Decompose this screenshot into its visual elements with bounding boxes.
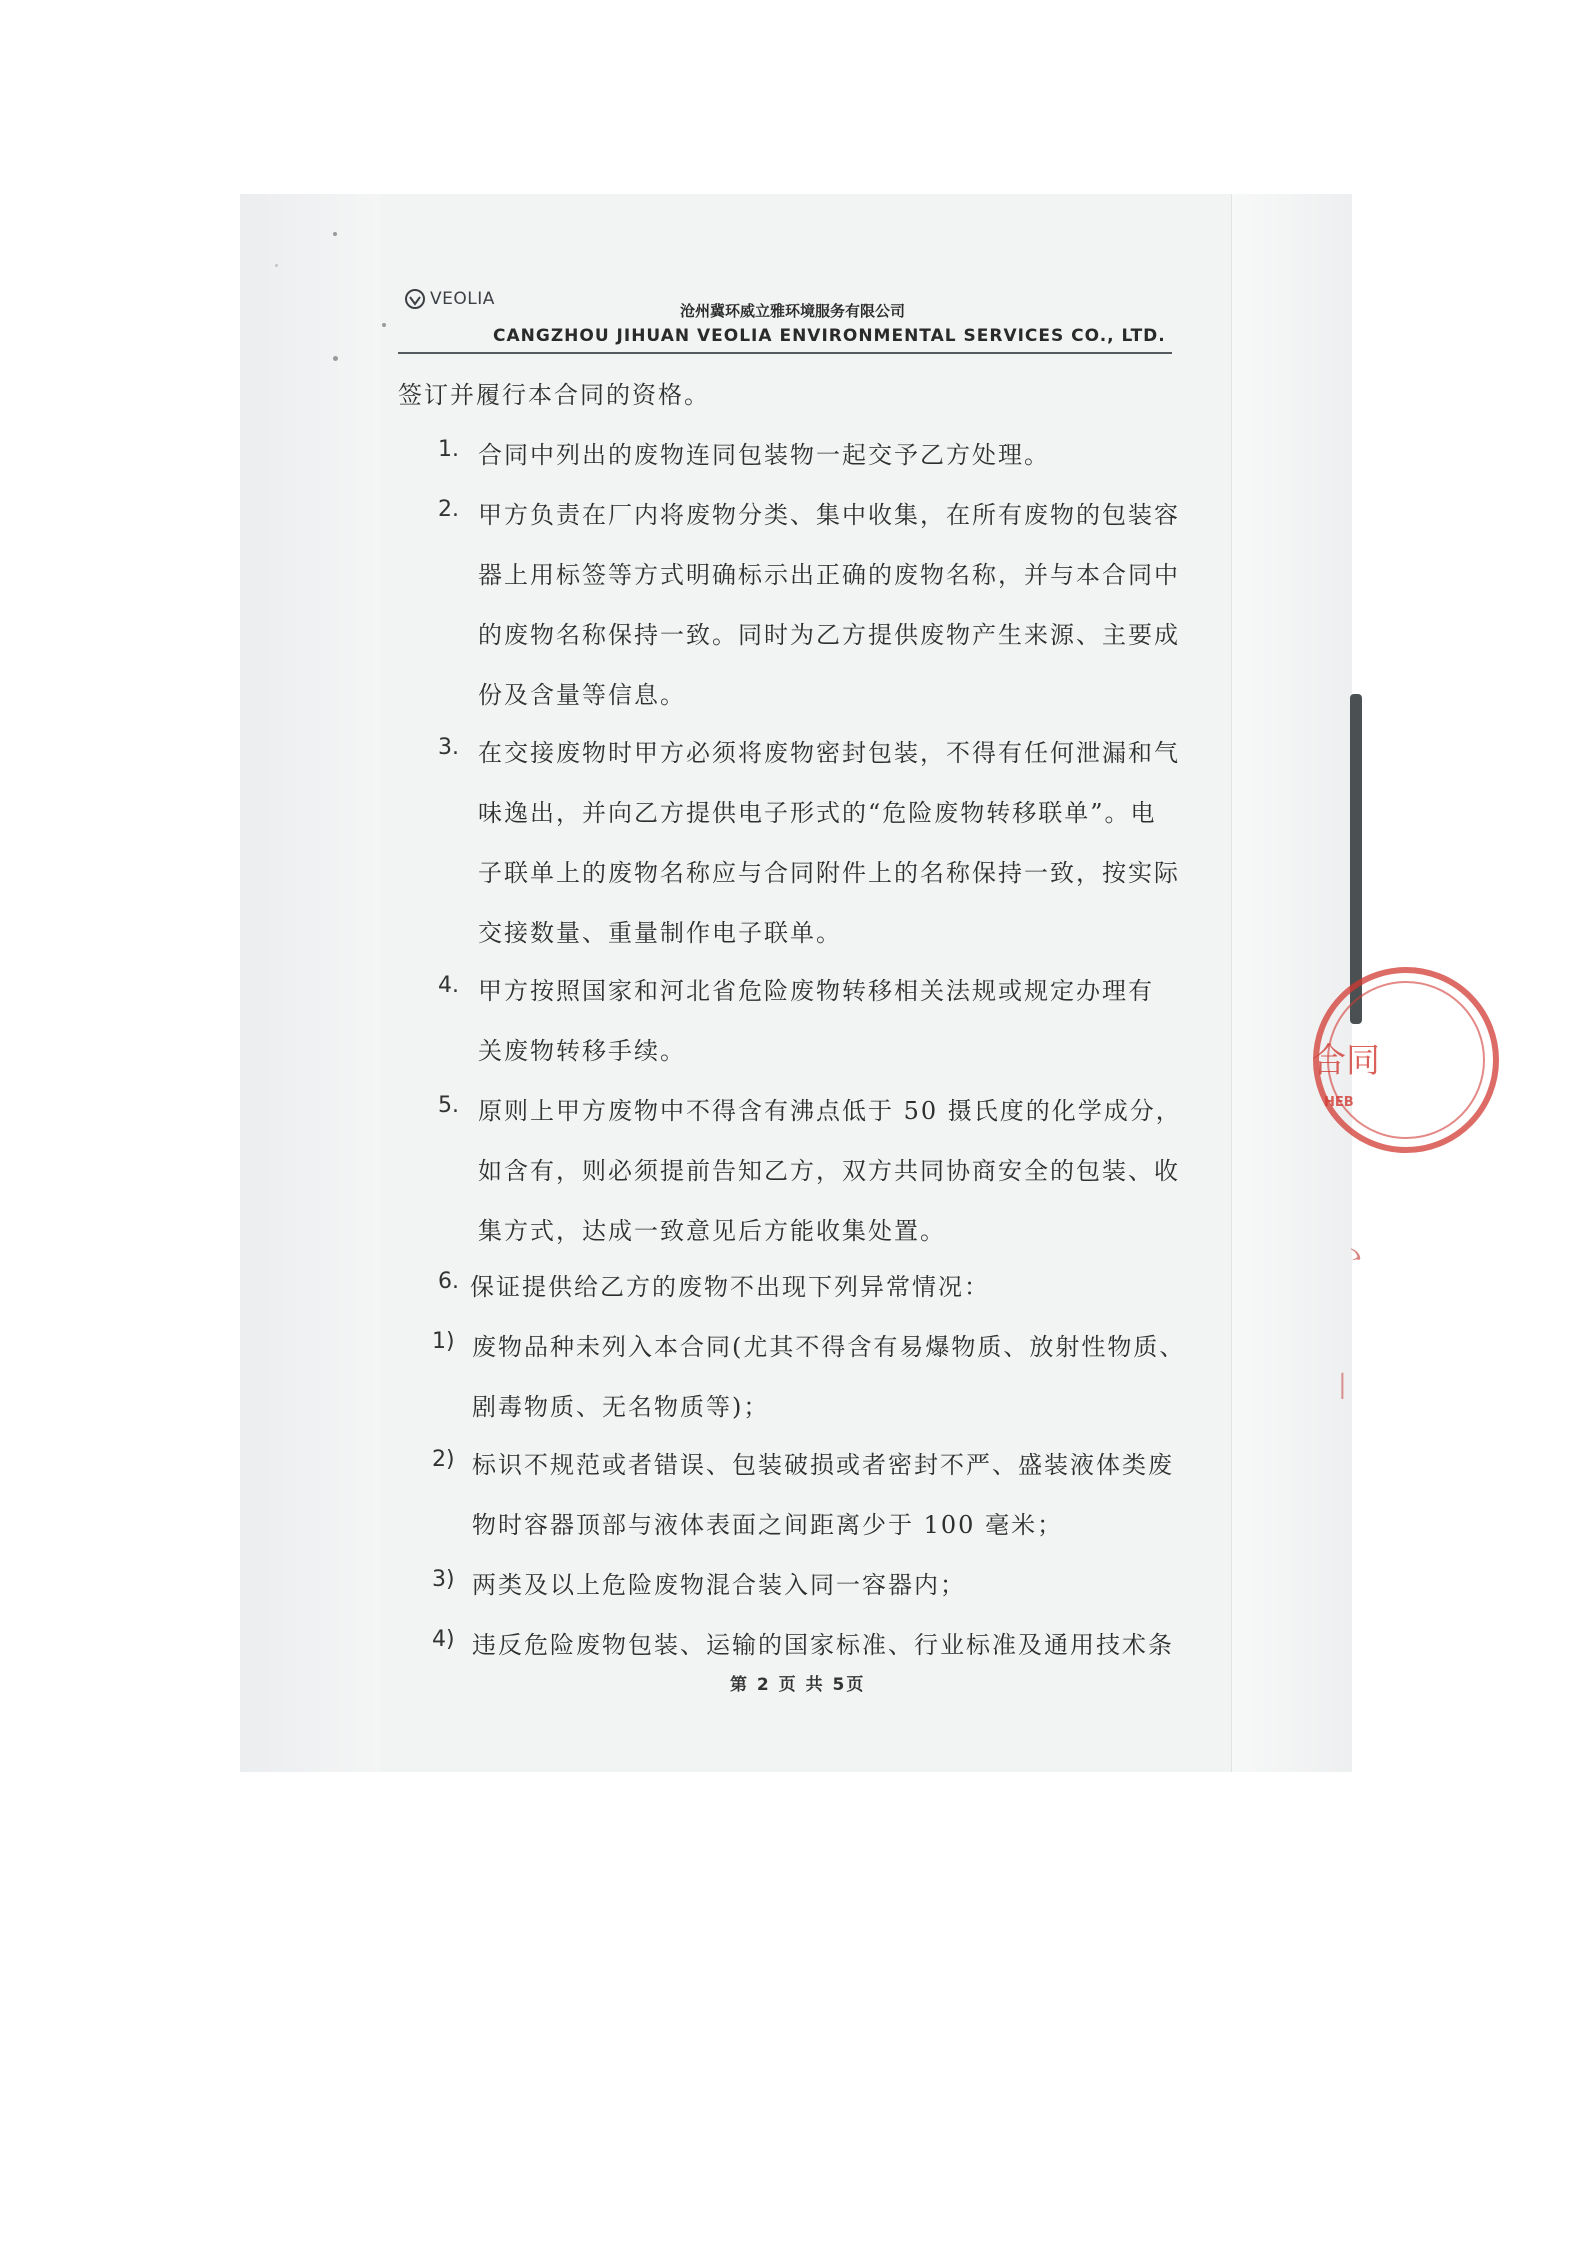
subitem-number: 4): [432, 1627, 455, 1652]
item-line: 如含有，则必须提前告知乙方，双方共同协商安全的包装、收: [478, 1157, 1180, 1185]
scan-speck: [382, 323, 386, 327]
item-number: 1.: [438, 437, 459, 462]
scan-speck: [275, 264, 278, 267]
company-name-english: CANGZHOU JIHUAN VEOLIA ENVIRONMENTAL SERVICES CO., LTD.: [493, 326, 1166, 346]
subitem-number: 2): [432, 1447, 455, 1472]
stamp-mark: |: [1338, 1370, 1347, 1400]
item-line: 合同中列出的废物连同包装物一起交予乙方处理。: [478, 441, 1050, 469]
item-number: 5.: [438, 1093, 459, 1118]
veolia-logo-icon: [404, 288, 426, 310]
svg-text:HEB: HEB: [1324, 1095, 1354, 1110]
subitem-number: 1): [432, 1329, 455, 1354]
item-line: 原则上甲方废物中不得含有沸点低于 50 摄氏度的化学成分，: [478, 1097, 1182, 1125]
item-line: 器上用标签等方式明确标示出正确的废物名称，并与本合同中: [478, 561, 1180, 589]
item-line: 集方式，达成一致意见后方能收集处置。: [478, 1217, 946, 1245]
item-line: 的废物名称保持一致。同时为乙方提供废物产生来源、主要成: [478, 621, 1180, 649]
intro-line: 签订并履行本合同的资格。: [398, 381, 710, 409]
subitem-line: 违反危险废物包装、运输的国家标准、行业标准及通用技术条: [472, 1631, 1174, 1659]
item-line: 保证提供给乙方的废物不出现下列异常情况：: [470, 1273, 990, 1301]
veolia-logo: [404, 288, 495, 310]
subitem-number: 3): [432, 1567, 455, 1592]
stamp-mark: ゝ: [1340, 1238, 1370, 1273]
item-number: 4.: [438, 973, 459, 998]
item-line: 交接数量、重量制作电子联单。: [478, 919, 842, 947]
scan-speck: [333, 356, 338, 361]
item-line: 味逸出，并向乙方提供电子形式的“危险废物转移联单”。电: [478, 799, 1157, 827]
sheet-left-fold: [240, 194, 380, 1772]
scan-speck: [333, 232, 337, 236]
item-number: 3.: [438, 735, 459, 760]
company-name-chinese: 沧州冀环威立雅环境服务有限公司: [680, 302, 906, 320]
svg-text:合同: 合同: [1312, 1041, 1380, 1081]
subitem-line: 废物品种未列入本合同(尤其不得含有易爆物质、放射性物质、: [472, 1333, 1186, 1361]
company-seal-fragment: [1306, 960, 1380, 1160]
subitem-line: 两类及以上危险废物混合装入同一容器内；: [472, 1571, 966, 1599]
page-number: 第 2 页 共 5页: [730, 1675, 866, 1695]
subitem-line: 物时容器顶部与液体表面之间距离少于 100 毫米；: [472, 1511, 1064, 1539]
item-line: 关废物转移手续。: [478, 1037, 686, 1065]
item-line: 在交接废物时甲方必须将废物密封包装，不得有任何泄漏和气: [478, 739, 1180, 767]
item-line: 甲方负责在厂内将废物分类、集中收集，在所有废物的包装容: [478, 501, 1180, 529]
subitem-line: 剧毒物质、无名物质等)；: [472, 1393, 770, 1421]
item-line: 子联单上的废物名称应与合同附件上的名称保持一致，按实际: [478, 859, 1180, 887]
logo-text: VEOLIA: [430, 289, 495, 309]
header-divider: [398, 352, 1172, 354]
item-line: 份及含量等信息。: [478, 681, 686, 709]
subitem-line: 标识不规范或者错误、包装破损或者密封不严、盛装液体类废: [472, 1451, 1174, 1479]
item-number: 6.: [438, 1269, 459, 1294]
item-number: 2.: [438, 497, 459, 522]
item-line: 甲方按照国家和河北省危险废物转移相关法规或规定办理有: [478, 977, 1154, 1005]
